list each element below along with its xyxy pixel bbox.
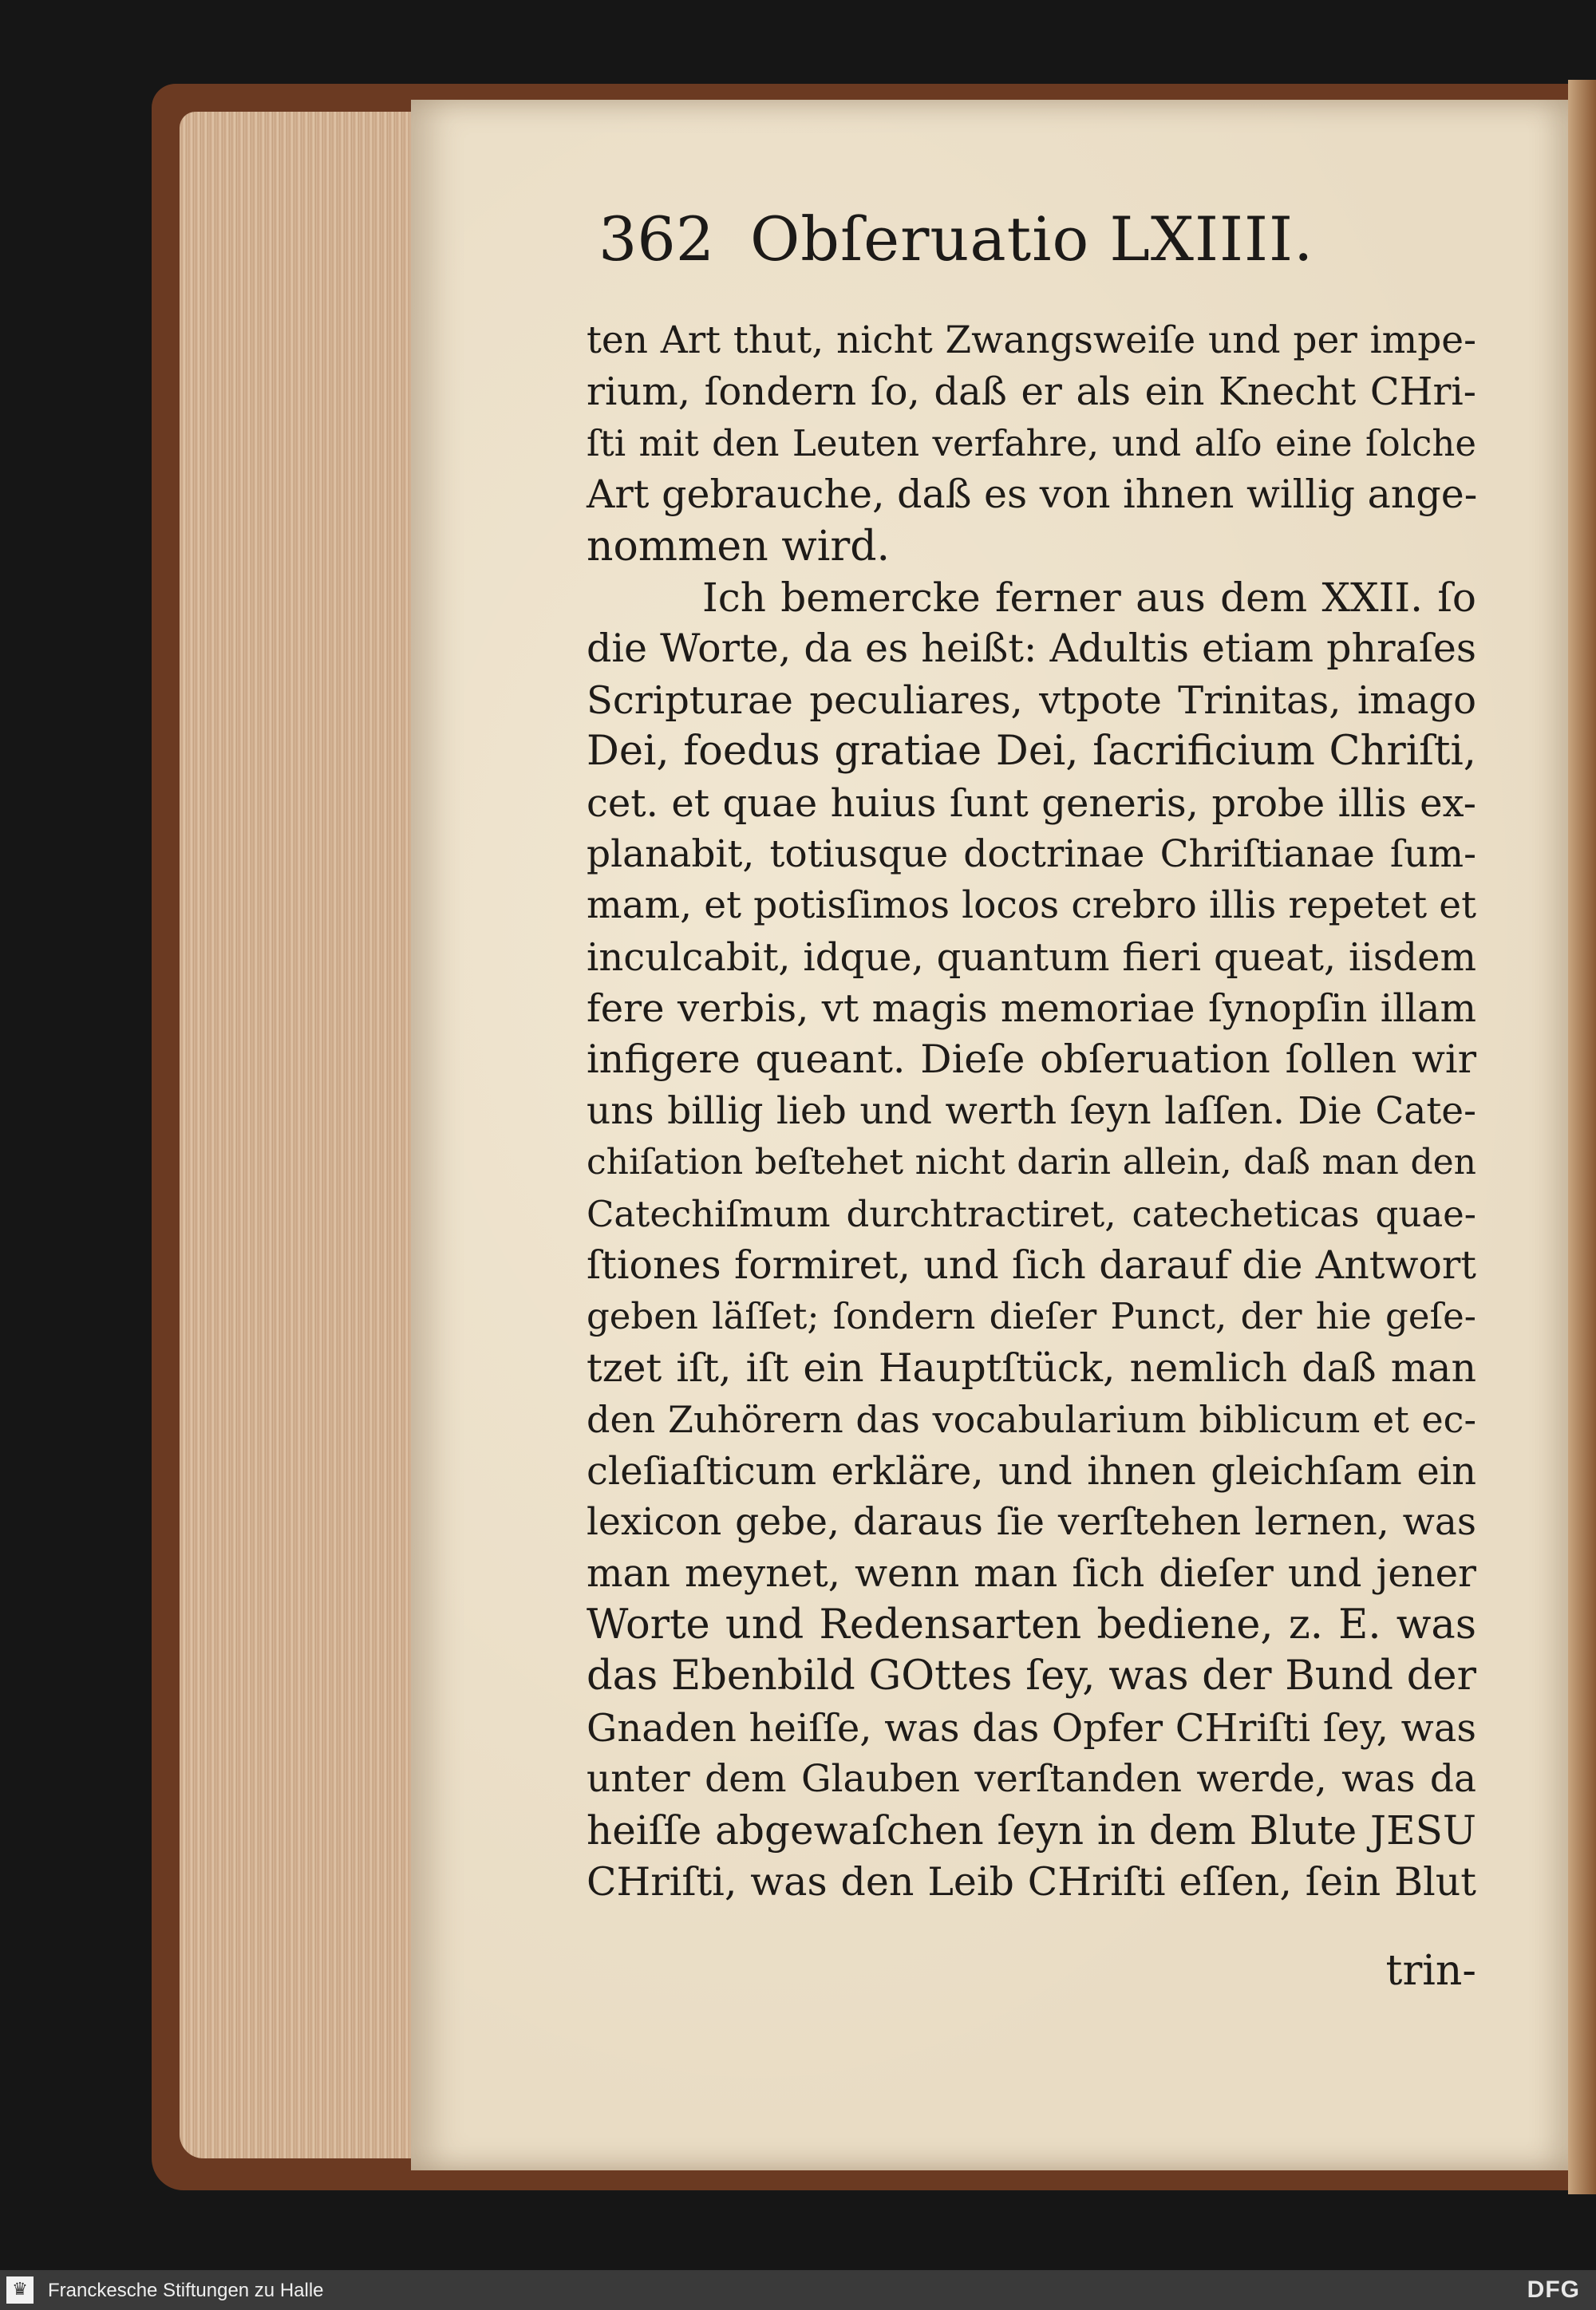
text-line: die Worte, da es heißt: Adultis etiam phraſes	[587, 626, 1476, 672]
text-line: chiſation beſtehet nicht darin allein, daß man den	[587, 1142, 1476, 1183]
dfg-logo: DFG	[1527, 2276, 1580, 2303]
text-line: Catechiſmum durchtractiret, catecheticas quae-	[587, 1192, 1476, 1235]
text-line: rium, ſondern ſo, daß er als ein Knecht CHri-	[587, 369, 1476, 415]
text-line: Worte und Redensarten bediene, z. E. was	[587, 1601, 1476, 1649]
text-line: ſtiones formiret, und ſich darauf die Antwort	[587, 1242, 1476, 1289]
text-line: nommen wird.	[587, 522, 891, 571]
text-line: das Ebenbild GOttes ſey, was der Bund der	[587, 1653, 1476, 1700]
text-line: geben läſſet; ſondern dieſer Punct, der hie geſe-	[587, 1295, 1476, 1338]
body-text	[587, 315, 1476, 1908]
text-line: heiſſe abgewaſchen ſeyn in dem Blute JESU	[587, 1807, 1476, 1854]
text-line: den Zuhörern das vocabularium biblicum et ec-	[587, 1398, 1476, 1442]
text-line: cleſiaſticum erkläre, und ihnen gleichſam ein	[587, 1448, 1476, 1494]
institution-icon: ♛	[6, 2276, 34, 2304]
text-line: CHriſti, was den Leib CHriſti eſſen, ſein Blut	[587, 1858, 1476, 1905]
text-line: Ich bemercke ferner aus dem XXII. ſo	[702, 574, 1476, 621]
text-line: cet. et quae huius ſunt generis, probe illis ex-	[587, 780, 1476, 826]
text-line: Scripturae peculiares, vtpote Trinitas, imago	[587, 677, 1476, 723]
text-line: Dei, foedus gratiae Dei, ſacrificium Chriſti,	[587, 728, 1476, 776]
text-line: uns billig lieb und werth ſeyn laſſen. Die Cate-	[587, 1088, 1476, 1133]
page-number: 362	[598, 203, 715, 274]
institution-label: Franckesche Stiftungen zu Halle	[48, 2280, 324, 2301]
opposite-page-edge	[1568, 80, 1596, 2194]
text-line: fere verbis, vt magis memoriae ſynopſin illam	[587, 986, 1476, 1032]
text-line: ſti mit den Leuten verfahre, und alſo eine ſolche	[587, 421, 1476, 464]
page-header	[598, 203, 1476, 283]
page-edges	[180, 112, 423, 2158]
text-line: planabit, totiusque doctrinae Chriſtianae ſum-	[587, 831, 1476, 876]
viewer-footer	[0, 2270, 1596, 2310]
text-line: unter dem Glauben verſtanden werde, was da	[587, 1756, 1476, 1801]
text-line: infigere queant. Dieſe obſeruation ſollen wir	[587, 1037, 1476, 1083]
text-line: tzet iſt, iſt ein Hauptſtück, nemlich daß man	[587, 1345, 1476, 1391]
running-title: Obſeruatio LXIIII.	[750, 203, 1314, 274]
text-line: ten Art thut, nicht Zwangsweiſe und per impe-	[587, 318, 1476, 362]
text-line: mam, et potisſimos locos crebro illis repetet et	[587, 883, 1476, 928]
catchword: trin-	[1385, 1947, 1476, 1995]
text-line: Gnaden heiſſe, was das Opfer CHriſti ſey, was	[587, 1705, 1476, 1751]
text-line: man meynet, wenn man ſich dieſer und jener	[587, 1551, 1476, 1597]
text-line: lexicon gebe, daraus ſie verſtehen lernen, was	[587, 1499, 1476, 1544]
text-line: inculcabit, idque, quantum fieri queat, iisdem	[587, 934, 1476, 980]
text-line: Art gebrauche, daß es von ihnen willig ange-	[587, 472, 1478, 518]
